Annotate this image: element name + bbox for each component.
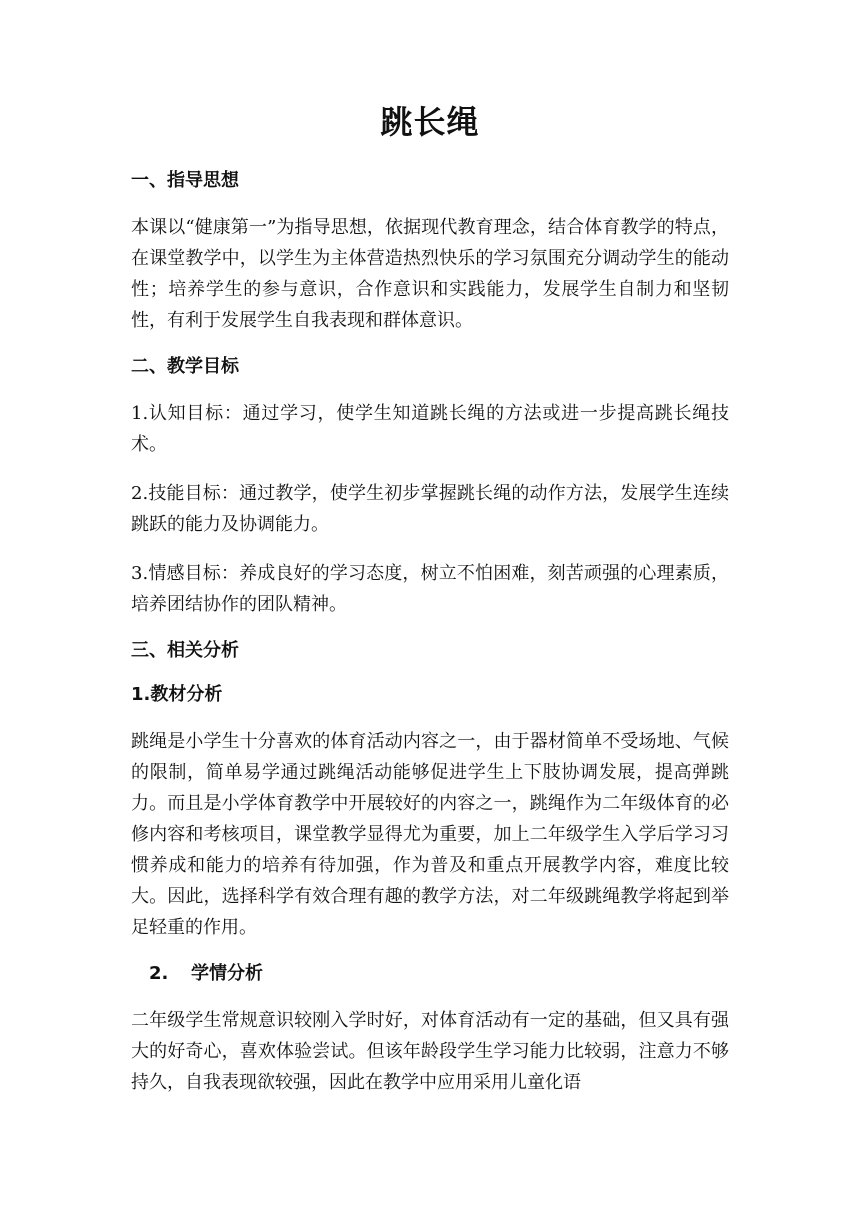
section-heading-analysis: 三、相关分析	[131, 640, 239, 661]
paragraph-material-analysis: 跳绳是小学生十分喜欢的体育活动内容之一，由于器材简单不受场地、气候的限制，简单易学通过跳绳活动能够促进学生上下肢协调发展，提高弹跳力。而且是小学体育教学中开展较好的内容之一，跳绳作为二年级体育的必修内容和考核项目，课堂教学显得尤为重要，加上二年级学生入学后学习习惯养成和能力的培养有待加强，作为普及和重点开展教学内容，难度比较大。因此，选择科学有效合理有趣的教学方法，对二年级跳绳教学将起到举足轻重的作用。	[131, 731, 729, 938]
subsection-heading-student-analysis	[131, 961, 729, 987]
subsection-heading-material-analysis: 1.教材分析	[131, 684, 223, 705]
paragraph-emotional-goal: 3.情感目标：养成良好的学习态度，树立不怕困难，刻苦顽强的心理素质，培养团结协作的团队精神。	[131, 563, 729, 615]
paragraph-guiding-idea: 本课以“健康第一”为指导思想，依据现代教育理念，结合体育教学的特点，在课堂教学中，以学生为主体营造热烈快乐的学习氛围充分调动学生的能动性；培养学生的参与意识，合作意识和实践能力，发展学生自制力和坚韧性，有利于发展学生自我表现和群体意识。	[131, 217, 729, 331]
paragraph-cognitive-goal: 1.认知目标：通过学习，使学生知道跳长绳的方法或进一步提高跳长绳技术。	[131, 403, 729, 455]
paragraph-skill-goal: 2.技能目标：通过教学，使学生初步掌握跳长绳的动作方法，发展学生连续跳跃的能力及协调能力。	[131, 483, 729, 535]
section-heading-guiding-idea: 一、指导思想	[131, 170, 239, 191]
subsection-title: 学情分析	[191, 963, 263, 984]
paragraph-student-analysis: 二年级学生常规意识较刚入学时好，对体育活动有一定的基础，但又具有强大的好奇心，喜欢体验尝试。但该年龄段学生学习能力比较弱，注意力不够持久，自我表现欲较强，因此在教学中应用采用儿童化语	[131, 1010, 729, 1093]
document-title: 跳长绳	[380, 103, 480, 141]
document-body	[131, 98, 729, 1116]
subsection-number: 2.	[149, 963, 169, 984]
section-heading-teaching-goals: 二、教学目标	[131, 356, 239, 377]
